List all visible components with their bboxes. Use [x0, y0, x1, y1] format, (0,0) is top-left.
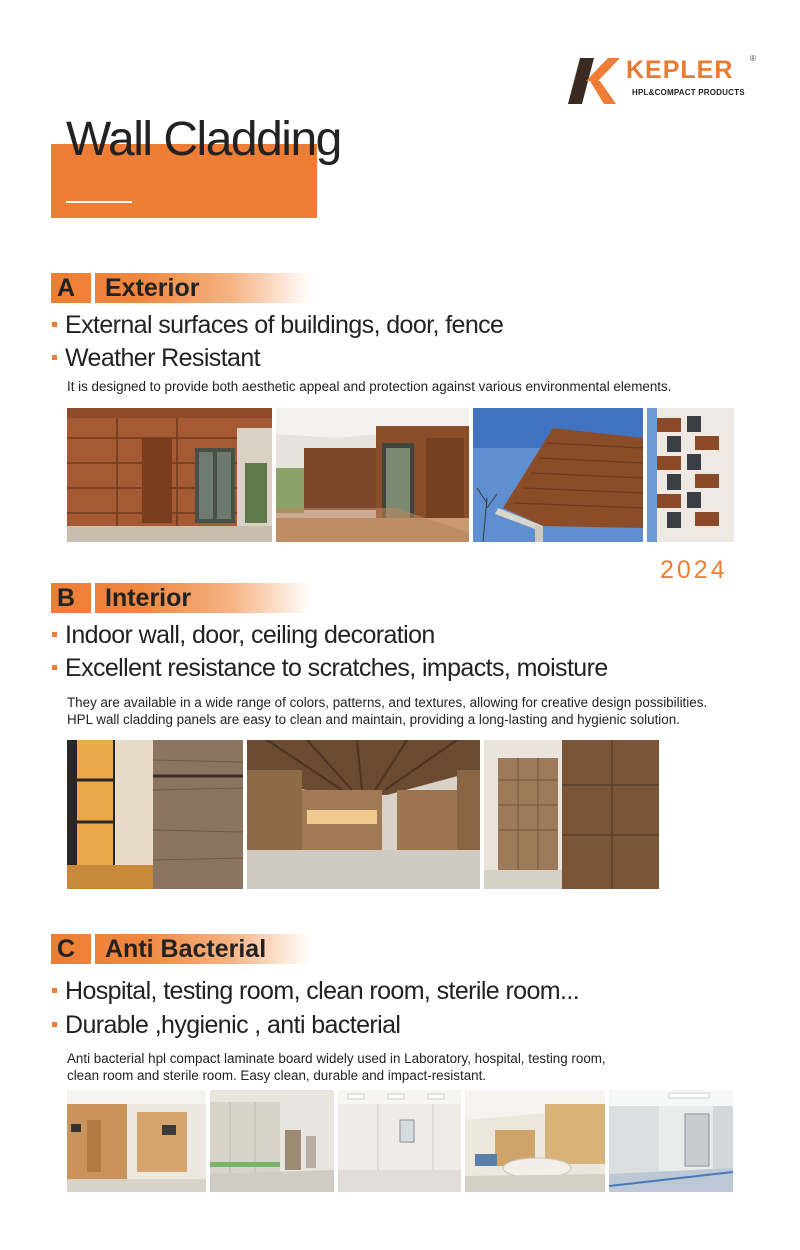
- section-description: They are available in a wide range of colors, patterns, and textures, allowing for creative design possibilities.: [67, 695, 708, 710]
- bullet-square-icon: [52, 355, 57, 360]
- title-underline: [66, 201, 132, 203]
- section-letter: B: [57, 584, 76, 612]
- section-letter: A: [57, 274, 76, 302]
- section-title: Exterior: [105, 274, 200, 302]
- photo-hospital-corridor: [210, 1090, 334, 1192]
- photo-exterior-canopy: [473, 408, 643, 542]
- photo-lab-corridor: [609, 1090, 733, 1192]
- bullet-item: Hospital, testing room, clean room, sterile room...: [52, 977, 579, 1006]
- photo-exterior-walkway: [276, 408, 469, 542]
- photo-reception-desk: [465, 1090, 605, 1192]
- section-separator: [91, 934, 95, 964]
- section-header-a: [51, 273, 311, 303]
- kepler-k-icon: [568, 58, 620, 104]
- brand-logo: [568, 54, 758, 104]
- bullet-square-icon: [52, 1022, 57, 1027]
- section-title: Interior: [105, 584, 192, 612]
- section-letter: C: [57, 935, 76, 963]
- photo-interior-panel-closeup: [67, 740, 243, 889]
- section-header-c: [51, 934, 311, 964]
- bullet-square-icon: [52, 988, 57, 993]
- section-separator: [91, 273, 95, 303]
- photo-hospital-lobby: [67, 1090, 206, 1192]
- bullet-square-icon: [52, 632, 57, 637]
- bullet-item: Excellent resistance to scratches, impacts, moisture: [52, 654, 608, 683]
- photo-clean-room: [338, 1090, 461, 1192]
- bullet-item: External surfaces of buildings, door, fence: [52, 311, 503, 340]
- year-label: 2024: [660, 556, 728, 584]
- photo-exterior-entrance: [67, 408, 272, 542]
- section-description: clean room and sterile room. Easy clean, durable and impact-resistant.: [67, 1068, 487, 1083]
- section-description: Anti bacterial hpl compact laminate board widely used in Laboratory, hospital, testing room,: [67, 1051, 606, 1066]
- photo-interior-corridor: [247, 740, 480, 889]
- page-title: Wall Cladding: [66, 113, 341, 166]
- registered-mark: ®: [750, 54, 756, 63]
- bullet-item: Weather Resistant: [52, 344, 260, 373]
- section-description: HPL wall cladding panels are easy to clean and maintain, providing a long-lasting and hygienic solution.: [67, 712, 680, 727]
- photo-exterior-building: [647, 408, 734, 542]
- bullet-square-icon: [52, 665, 57, 670]
- photo-interior-panels: [484, 740, 659, 889]
- section-title: Anti Bacterial: [105, 935, 267, 963]
- brand-tagline: HPL&COMPACT PRODUCTS: [632, 88, 745, 97]
- section-description: It is designed to provide both aesthetic appeal and protection against various environmental elements.: [67, 379, 672, 394]
- section-header-b: [51, 583, 311, 613]
- bullet-square-icon: [52, 322, 57, 327]
- bullet-item: Indoor wall, door, ceiling decoration: [52, 621, 435, 650]
- section-separator: [91, 583, 95, 613]
- bullet-item: Durable ,hygienic , anti bacterial: [52, 1011, 400, 1040]
- brand-name: KEPLER: [626, 56, 734, 84]
